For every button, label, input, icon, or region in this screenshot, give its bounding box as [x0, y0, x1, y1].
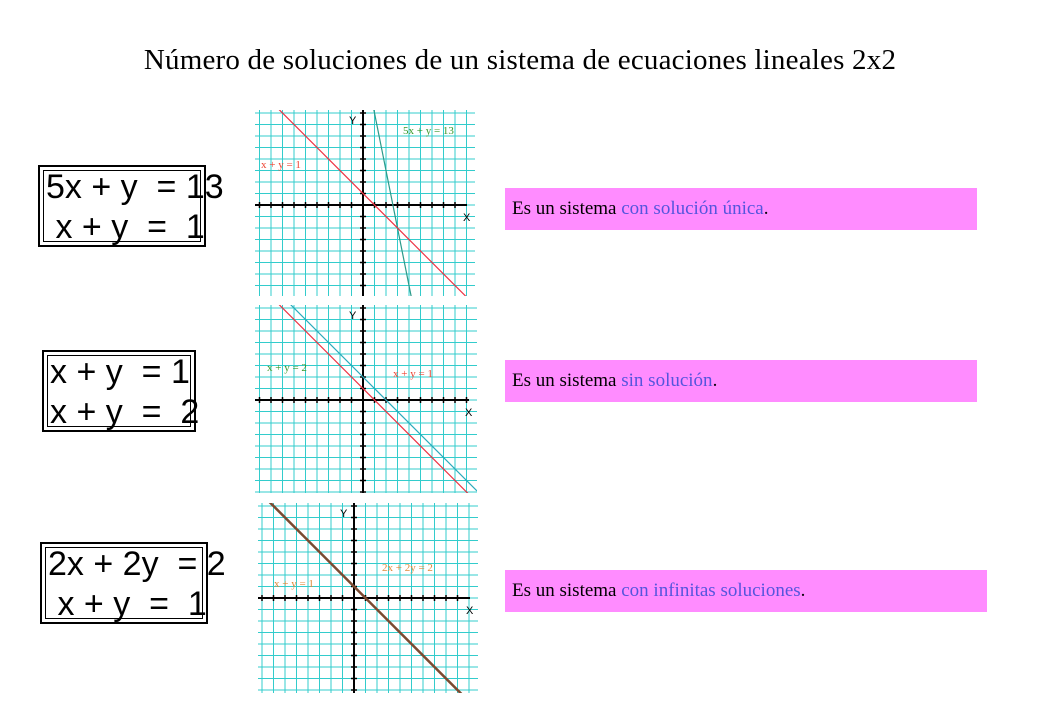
equation-box-1: [38, 165, 224, 247]
x-axis-label: X: [463, 212, 471, 224]
line-label-2: x + y = 1: [261, 159, 301, 171]
note-suffix: .: [763, 198, 769, 219]
line-label-2: x + y = 2: [267, 362, 307, 374]
line-2: [255, 110, 475, 296]
result-note-2: [505, 360, 977, 402]
y-axis-label: Y: [349, 310, 357, 322]
page-title: Número de soluciones de un sistema de ecuaciones lineales 2x2: [143, 44, 897, 76]
equation-box-3: [40, 542, 226, 624]
line-label-1: 2x + 2y = 2: [382, 562, 433, 574]
line-label-1: 5x + y = 13: [403, 125, 454, 137]
note-prefix: Es un sistema: [512, 198, 622, 219]
result-note-3: [505, 570, 987, 612]
line-label-1: x + y = 1: [393, 368, 433, 380]
note-prefix: Es un sistema: [512, 370, 622, 391]
graph-infinite-solutions: [258, 503, 478, 693]
x-axis-label: X: [465, 407, 473, 419]
equation-2b: x + y = 2: [50, 393, 200, 431]
note-highlight: con infinitas soluciones: [621, 580, 801, 601]
result-note-1: [505, 188, 977, 230]
y-axis-label: Y: [349, 115, 357, 127]
note-suffix: .: [800, 580, 806, 601]
note-suffix: .: [712, 370, 718, 391]
note-prefix: Es un sistema: [512, 580, 622, 601]
note-highlight: sin solución: [621, 370, 713, 391]
line-1: [255, 110, 475, 296]
equation-1a: 5x + y = 13: [46, 168, 224, 206]
equation-3b: x + y = 1: [48, 585, 207, 623]
graph-no-solution: [255, 305, 477, 493]
note-highlight: con solución única: [621, 198, 764, 219]
equation-box-2: [42, 350, 200, 432]
y-axis-label: Y: [340, 508, 348, 520]
grid: [255, 110, 475, 296]
equation-2a: x + y = 1: [50, 353, 190, 391]
x-axis-label: X: [466, 605, 474, 617]
graph-unique-solution: [255, 110, 475, 296]
equation-1b: x + y = 1: [46, 208, 205, 246]
line-label-2: x + y = 1: [274, 578, 314, 590]
equation-3a: 2x + 2y = 2: [48, 545, 226, 583]
